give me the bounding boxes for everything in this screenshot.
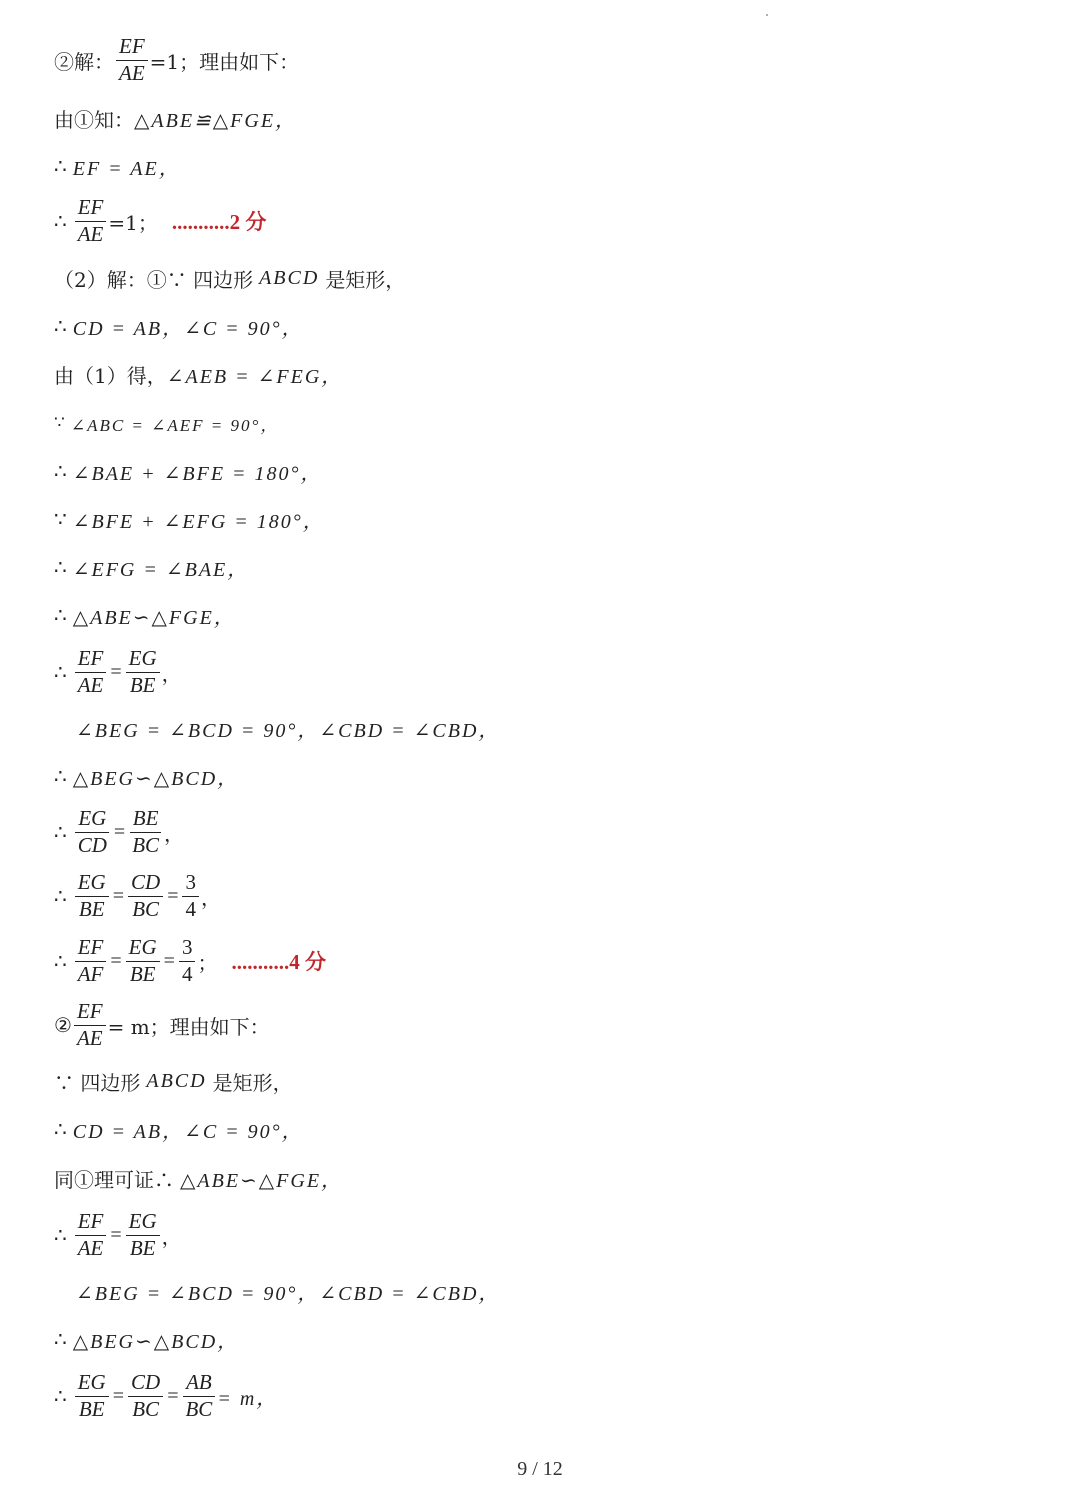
- therefore-symbol: ∴: [54, 764, 67, 788]
- line-text: 是矩形，: [325, 267, 406, 292]
- denominator: BE: [78, 1396, 105, 1421]
- line-text: ∵ 四边形: [54, 1070, 141, 1095]
- numerator: EG: [75, 806, 109, 832]
- solution-line-25: [54, 1309, 239, 1369]
- fraction: [74, 999, 106, 1050]
- fraction: [128, 1370, 163, 1421]
- denominator: BC: [185, 1396, 213, 1421]
- therefore-symbol: ∴: [54, 314, 67, 338]
- fraction: [75, 870, 109, 921]
- fraction: [182, 870, 199, 921]
- numerator: EG: [75, 870, 109, 896]
- denominator: AE: [77, 1235, 104, 1260]
- math-expression: CD = AB，∠C = 90°，: [72, 317, 304, 340]
- solution-line-12: [54, 585, 236, 645]
- fraction: [75, 935, 107, 986]
- solution-line-23: ∴ $\frac{EF}{AE}$ = $\frac{EG}{BE}$ ，: [54, 1209, 182, 1260]
- fraction: [75, 806, 110, 857]
- line-text: = m；理由如下：: [107, 1014, 270, 1039]
- therefore-symbol: ∴: [54, 154, 67, 178]
- score-marker: ...........2 分: [171, 210, 267, 234]
- denominator: BE: [129, 961, 156, 986]
- numerator: EF: [75, 646, 107, 672]
- math-expression: ∠BEG = ∠BCD = 90°，∠CBD = ∠CBD，: [76, 1282, 501, 1305]
- numerator: CD: [128, 1370, 163, 1396]
- denominator: BE: [129, 672, 156, 697]
- line-text: （2）解：①∵ 四边形: [54, 267, 254, 292]
- numerator: BE: [130, 806, 162, 832]
- math-expression: ∠BAE + ∠BFE = 180°，: [72, 462, 323, 485]
- numerator: EF: [116, 34, 148, 60]
- numerator: 3: [182, 870, 199, 896]
- math-expression: ∠BEG = ∠BCD = 90°，∠CBD = ∠CBD，: [76, 719, 501, 742]
- math-expression: △ABE≌△FGE，: [134, 109, 298, 132]
- fraction: [128, 870, 163, 921]
- line-text: =1；理由如下：: [149, 49, 300, 74]
- solution-line-3: [54, 136, 181, 196]
- therefore-symbol: ∴: [54, 820, 67, 844]
- fraction: [182, 1370, 215, 1421]
- numerator: EF: [75, 1209, 107, 1235]
- therefore-symbol: ∴: [54, 1327, 67, 1351]
- denominator: CD: [77, 832, 107, 857]
- denominator: AE: [77, 672, 104, 697]
- solution-line-18: ∴ $\frac{EF}{AF}$ = $\frac{EG}{BE}$ = $\frac{3}{4}$ ； ...........4 分: [54, 935, 326, 986]
- fraction: [75, 1370, 109, 1421]
- denominator: BC: [132, 896, 160, 921]
- math-expression: CD = AB，∠C = 90°，: [72, 1120, 304, 1143]
- solution-line-26: ∴ $\frac{EG}{BE}$ = $\frac{CD}{BC}$ = $\frac{AB}{BC}$ = m，: [54, 1370, 279, 1421]
- line-end: ，: [161, 661, 182, 686]
- therefore-symbol: ∴: [54, 1117, 67, 1141]
- therefore-symbol: ∴: [54, 209, 67, 233]
- line-end: ，: [161, 1224, 182, 1249]
- fraction: [75, 1209, 107, 1260]
- solution-line-17: ∴ $\frac{EG}{BE}$ = $\frac{CD}{BC}$ = $\frac{3}{4}$ ，: [54, 870, 221, 921]
- line-end: = m，: [217, 1387, 279, 1410]
- math-expression: △BEG∽△BCD，: [72, 767, 240, 790]
- therefore-symbol: ∴: [54, 1384, 67, 1408]
- numerator: EG: [126, 646, 160, 672]
- denominator: 4: [181, 961, 193, 986]
- denominator: AE: [77, 221, 104, 246]
- therefore-symbol: ∴: [54, 555, 67, 579]
- numerator: EF: [75, 195, 107, 221]
- because-symbol: ∵: [54, 413, 65, 433]
- math-expression: ∠ABC = ∠AEF = 90°，: [70, 415, 280, 435]
- fraction: [126, 646, 160, 697]
- solution-line-16: ∴ $\frac{EG}{CD}$ = $\frac{BE}{BC}$ ，: [54, 806, 185, 857]
- math-expression: △ABE∽△FGE，: [72, 606, 236, 629]
- line-text: 同①理可证∴: [54, 1167, 174, 1192]
- math-expression: ∠EFG = ∠BAE，: [72, 558, 250, 581]
- numerator: CD: [128, 870, 163, 896]
- solution-line-4: [54, 191, 266, 251]
- denominator: BE: [129, 1235, 156, 1260]
- numerator: EF: [74, 999, 106, 1025]
- line-text: =1；: [108, 210, 158, 235]
- denominator: BC: [132, 1396, 160, 1421]
- therefore-symbol: ∴: [54, 660, 67, 684]
- line-text: 由（1）得，: [54, 363, 167, 388]
- fraction: [179, 935, 196, 986]
- numerator: EG: [126, 1209, 160, 1235]
- line-prefix: ②: [54, 1013, 72, 1037]
- math-expression: △ABE∽△FGE，: [180, 1169, 344, 1192]
- math-expression: ABCD: [259, 266, 320, 289]
- fraction: [75, 646, 107, 697]
- math-expression: ∠BFE + ∠EFG = 180°，: [72, 510, 325, 533]
- therefore-symbol: ∴: [54, 459, 67, 483]
- denominator: AE: [119, 60, 145, 85]
- therefore-symbol: ∴: [54, 949, 67, 973]
- solution-line-19: [54, 995, 270, 1055]
- denominator: 4: [185, 896, 196, 921]
- math-expression: ∠AEB = ∠FEG，: [166, 365, 344, 388]
- solution-line-1: [54, 30, 299, 90]
- therefore-symbol: ∴: [54, 603, 67, 627]
- page-number: 9 / 12: [517, 1458, 563, 1480]
- line-end: ，: [200, 885, 221, 910]
- denominator: AE: [76, 1025, 103, 1050]
- math-expression: EF = AE，: [72, 157, 181, 180]
- numerator: AB: [183, 1370, 215, 1396]
- fraction: [126, 935, 160, 986]
- solution-line-13: ∴ $\frac{EF}{AE}$ = $\frac{EG}{BE}$ ，: [54, 646, 182, 697]
- solution-line-22: [54, 1148, 343, 1208]
- fraction: [75, 195, 107, 246]
- fraction: [126, 1209, 160, 1260]
- speck: [766, 14, 768, 16]
- denominator: BC: [132, 832, 160, 857]
- denominator: BE: [78, 896, 105, 921]
- numerator: EG: [75, 1370, 109, 1396]
- math-expression: △BEG∽△BCD，: [72, 1330, 240, 1353]
- score-marker: ...........4 分: [231, 950, 326, 974]
- line-end: ，: [164, 821, 185, 846]
- fraction: [129, 806, 162, 857]
- denominator: AF: [77, 961, 104, 986]
- line-text: 是矩形，: [212, 1070, 293, 1095]
- line-text: 由①知：: [54, 107, 134, 132]
- fraction: [116, 34, 148, 85]
- math-expression: ABCD: [146, 1069, 207, 1092]
- therefore-symbol: ∴: [54, 1223, 67, 1247]
- therefore-symbol: ∴: [54, 884, 67, 908]
- solution-line-15: [54, 746, 239, 806]
- line-end: ；: [197, 950, 218, 975]
- numerator: EG: [126, 935, 160, 961]
- numerator: EF: [75, 935, 107, 961]
- numerator: 3: [179, 935, 196, 961]
- because-symbol: ∵: [54, 507, 67, 531]
- line-prefix: ②解：: [54, 49, 114, 74]
